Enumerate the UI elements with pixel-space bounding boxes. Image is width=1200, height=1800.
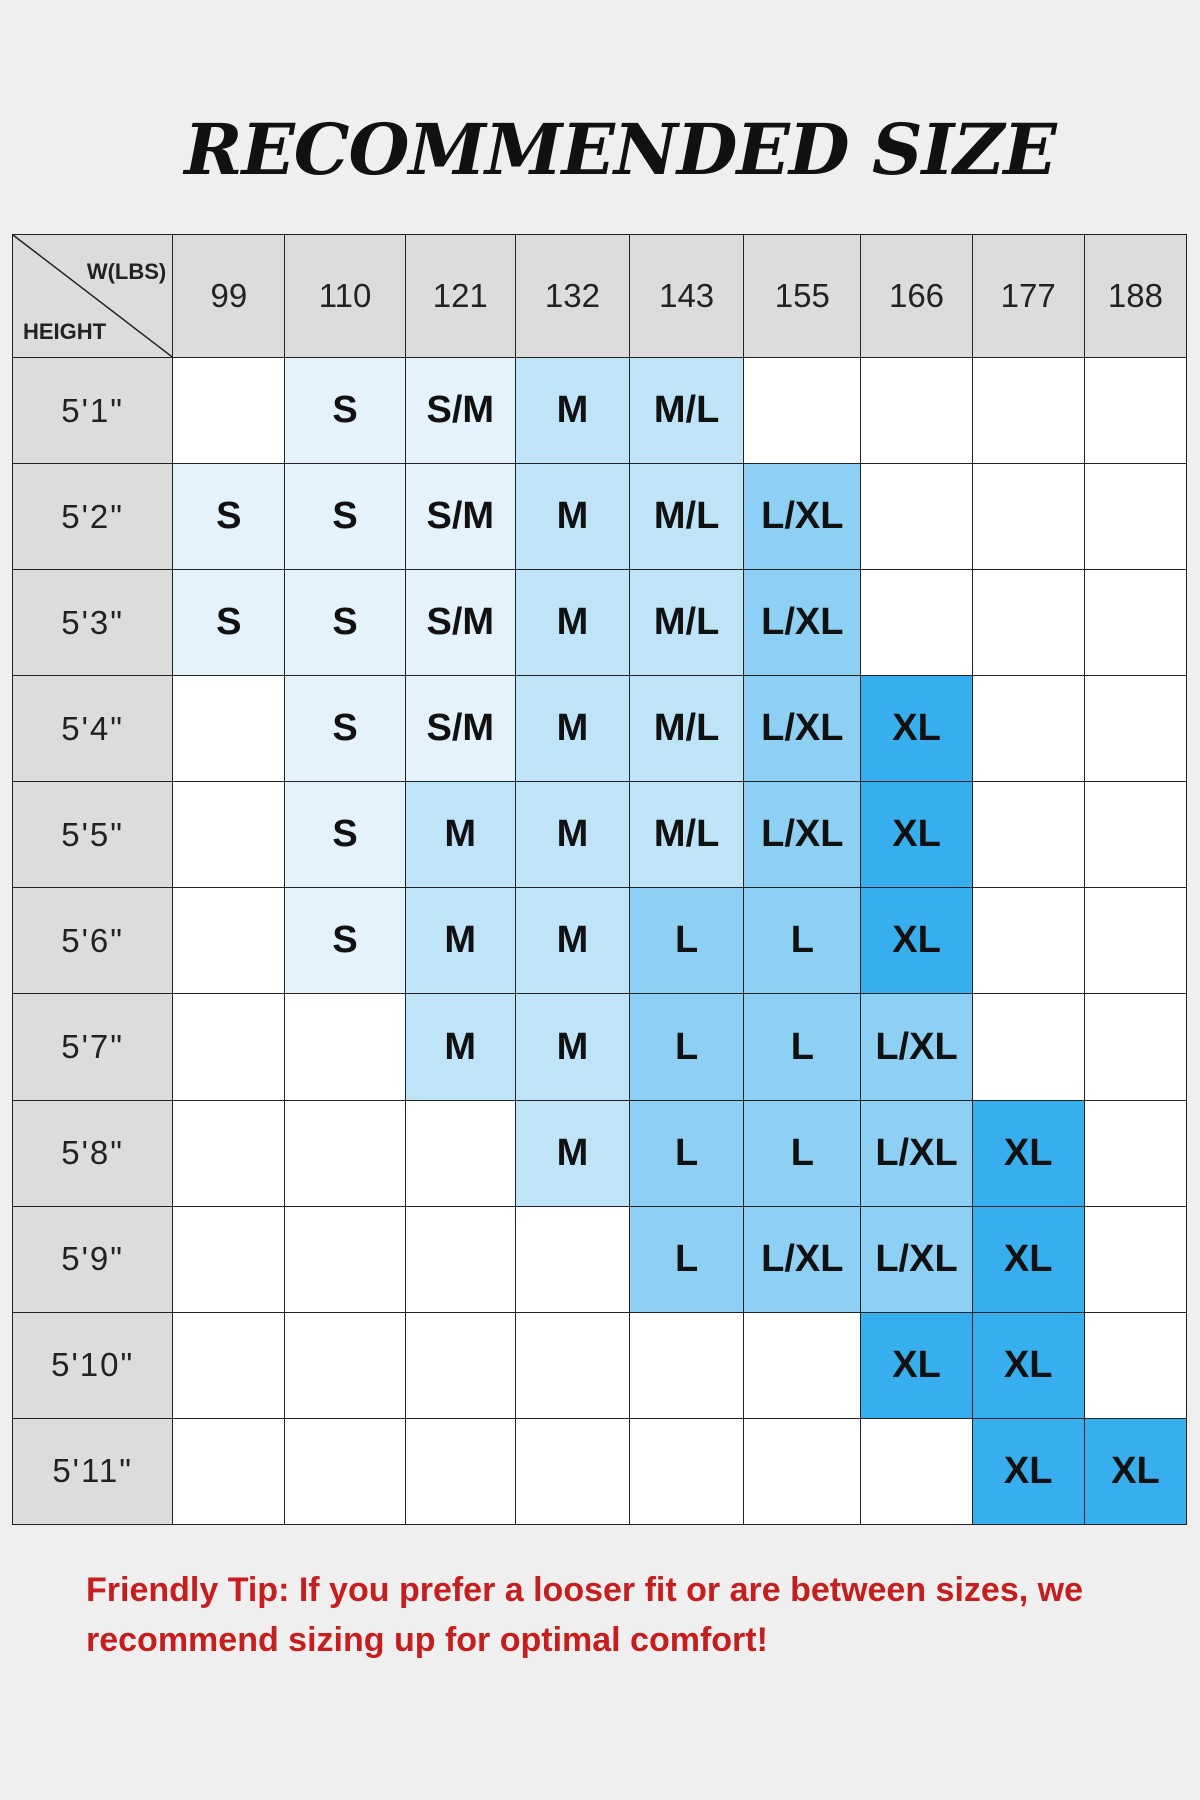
height-axis-label: HEIGHT (23, 319, 107, 344)
size-cell: S/M (405, 676, 515, 782)
size-cell (1084, 676, 1186, 782)
size-cell (744, 1418, 861, 1524)
size-cell: M (515, 782, 629, 888)
corner-header-cell (13, 235, 173, 358)
size-cell (405, 1418, 515, 1524)
weight-header-cell: 121 (405, 235, 515, 358)
height-label-cell: 5'10" (13, 1312, 173, 1418)
size-cell: M (515, 888, 629, 994)
size-cell: M/L (630, 782, 744, 888)
size-cell (1084, 1312, 1186, 1418)
size-cell (1084, 1206, 1186, 1312)
size-cell: L/XL (861, 1206, 972, 1312)
size-cell (173, 1418, 285, 1524)
height-label-cell: 5'6" (13, 888, 173, 994)
size-cell: XL (861, 888, 972, 994)
weight-header-cell: 177 (972, 235, 1084, 358)
size-cell: L/XL (744, 676, 861, 782)
size-cell: S (285, 676, 405, 782)
size-cell: S/M (405, 358, 515, 464)
size-cell (1084, 358, 1186, 464)
size-cell (515, 1206, 629, 1312)
size-cell: L (630, 888, 744, 994)
size-cell (1084, 1100, 1186, 1206)
size-cell (972, 676, 1084, 782)
size-cell (972, 888, 1084, 994)
size-cell: S (173, 570, 285, 676)
height-label-cell: 5'1" (13, 358, 173, 464)
size-cell: L/XL (861, 994, 972, 1100)
size-cell: S (285, 782, 405, 888)
size-cell (630, 1418, 744, 1524)
size-cell: M (515, 1100, 629, 1206)
size-cell (173, 1206, 285, 1312)
size-cell (173, 994, 285, 1100)
size-cell (405, 1206, 515, 1312)
size-cell: S/M (405, 570, 515, 676)
weight-header-cell: 155 (744, 235, 861, 358)
size-cell: L/XL (861, 1100, 972, 1206)
size-cell (173, 1100, 285, 1206)
size-cell (285, 1206, 405, 1312)
size-cell (744, 1312, 861, 1418)
size-cell (285, 1100, 405, 1206)
size-cell: M (515, 676, 629, 782)
size-table-body (13, 358, 1187, 1525)
size-cell: L/XL (744, 782, 861, 888)
table-row (13, 1100, 1187, 1206)
table-row (13, 570, 1187, 676)
size-cell: S (285, 888, 405, 994)
size-cell (285, 1418, 405, 1524)
page-title: RECOMMENDED SIZE (184, 108, 1056, 191)
size-cell (972, 994, 1084, 1100)
size-cell (173, 1312, 285, 1418)
size-cell (972, 782, 1084, 888)
height-label-cell: 5'4" (13, 676, 173, 782)
size-cell: M/L (630, 464, 744, 570)
size-cell (1084, 570, 1186, 676)
size-cell (515, 1418, 629, 1524)
size-cell: S (285, 464, 405, 570)
size-cell: M (515, 994, 629, 1100)
height-label-cell: 5'11" (13, 1418, 173, 1524)
height-label-cell: 5'7" (13, 994, 173, 1100)
size-cell: M (405, 994, 515, 1100)
size-cell (1084, 994, 1186, 1100)
table-row (13, 888, 1187, 994)
table-row (13, 676, 1187, 782)
size-cell (285, 994, 405, 1100)
size-cell (173, 358, 285, 464)
size-cell: XL (972, 1100, 1084, 1206)
size-cell: M (405, 782, 515, 888)
size-cell (861, 358, 972, 464)
size-cell (405, 1100, 515, 1206)
height-label-cell: 5'9" (13, 1206, 173, 1312)
table-row (13, 782, 1187, 888)
size-cell: M (515, 464, 629, 570)
weight-header-cell: 132 (515, 235, 629, 358)
size-cell: L (630, 994, 744, 1100)
size-cell (173, 888, 285, 994)
size-cell (972, 358, 1084, 464)
size-cell (1084, 464, 1186, 570)
size-cell (173, 676, 285, 782)
size-cell: L (744, 1100, 861, 1206)
size-cell: L (630, 1206, 744, 1312)
size-cell: L/XL (744, 464, 861, 570)
size-cell: M (515, 570, 629, 676)
size-cell: XL (861, 782, 972, 888)
size-cell: XL (861, 676, 972, 782)
size-cell (285, 1312, 405, 1418)
size-cell: XL (972, 1206, 1084, 1312)
weight-header-cell: 110 (285, 235, 405, 358)
size-cell (861, 1418, 972, 1524)
size-cell (630, 1312, 744, 1418)
table-row (13, 1206, 1187, 1312)
size-cell: M/L (630, 676, 744, 782)
size-cell: S/M (405, 464, 515, 570)
size-cell: L/XL (744, 570, 861, 676)
size-cell: L (630, 1100, 744, 1206)
height-label-cell: 5'5" (13, 782, 173, 888)
weight-axis-label: W(LBS) (86, 259, 167, 284)
size-cell: XL (972, 1418, 1084, 1524)
size-cell (173, 782, 285, 888)
weight-header-row (13, 235, 1187, 358)
size-cell: XL (972, 1312, 1084, 1418)
size-cell (515, 1312, 629, 1418)
size-cell (972, 570, 1084, 676)
height-label-cell: 5'8" (13, 1100, 173, 1206)
table-row (13, 358, 1187, 464)
table-row (13, 464, 1187, 570)
size-cell: L/XL (744, 1206, 861, 1312)
table-row (13, 994, 1187, 1100)
size-cell: S (285, 358, 405, 464)
height-label-cell: 5'3" (13, 570, 173, 676)
size-cell (861, 464, 972, 570)
size-cell: S (173, 464, 285, 570)
size-cell: XL (1084, 1418, 1186, 1524)
weight-header-cell: 188 (1084, 235, 1186, 358)
size-cell (1084, 888, 1186, 994)
size-cell (744, 358, 861, 464)
weight-header-cell: 166 (861, 235, 972, 358)
size-cell: XL (861, 1312, 972, 1418)
size-cell: L (744, 888, 861, 994)
weight-header-cell: 99 (173, 235, 285, 358)
size-cell (1084, 782, 1186, 888)
size-cell: M (405, 888, 515, 994)
size-cell (861, 570, 972, 676)
table-row (13, 1418, 1187, 1524)
size-cell (972, 464, 1084, 570)
size-cell: M/L (630, 358, 744, 464)
weight-header-cell: 143 (630, 235, 744, 358)
size-cell: M/L (630, 570, 744, 676)
size-cell: M (515, 358, 629, 464)
size-cell: L (744, 994, 861, 1100)
height-label-cell: 5'2" (13, 464, 173, 570)
friendly-tip: Friendly Tip: If you prefer a looser fit or are between sizes, we recommend sizing up for optimal comfort! (86, 1571, 1083, 1659)
size-cell (405, 1312, 515, 1418)
size-cell: S (285, 570, 405, 676)
table-row (13, 1312, 1187, 1418)
size-chart-table (12, 234, 1187, 1525)
